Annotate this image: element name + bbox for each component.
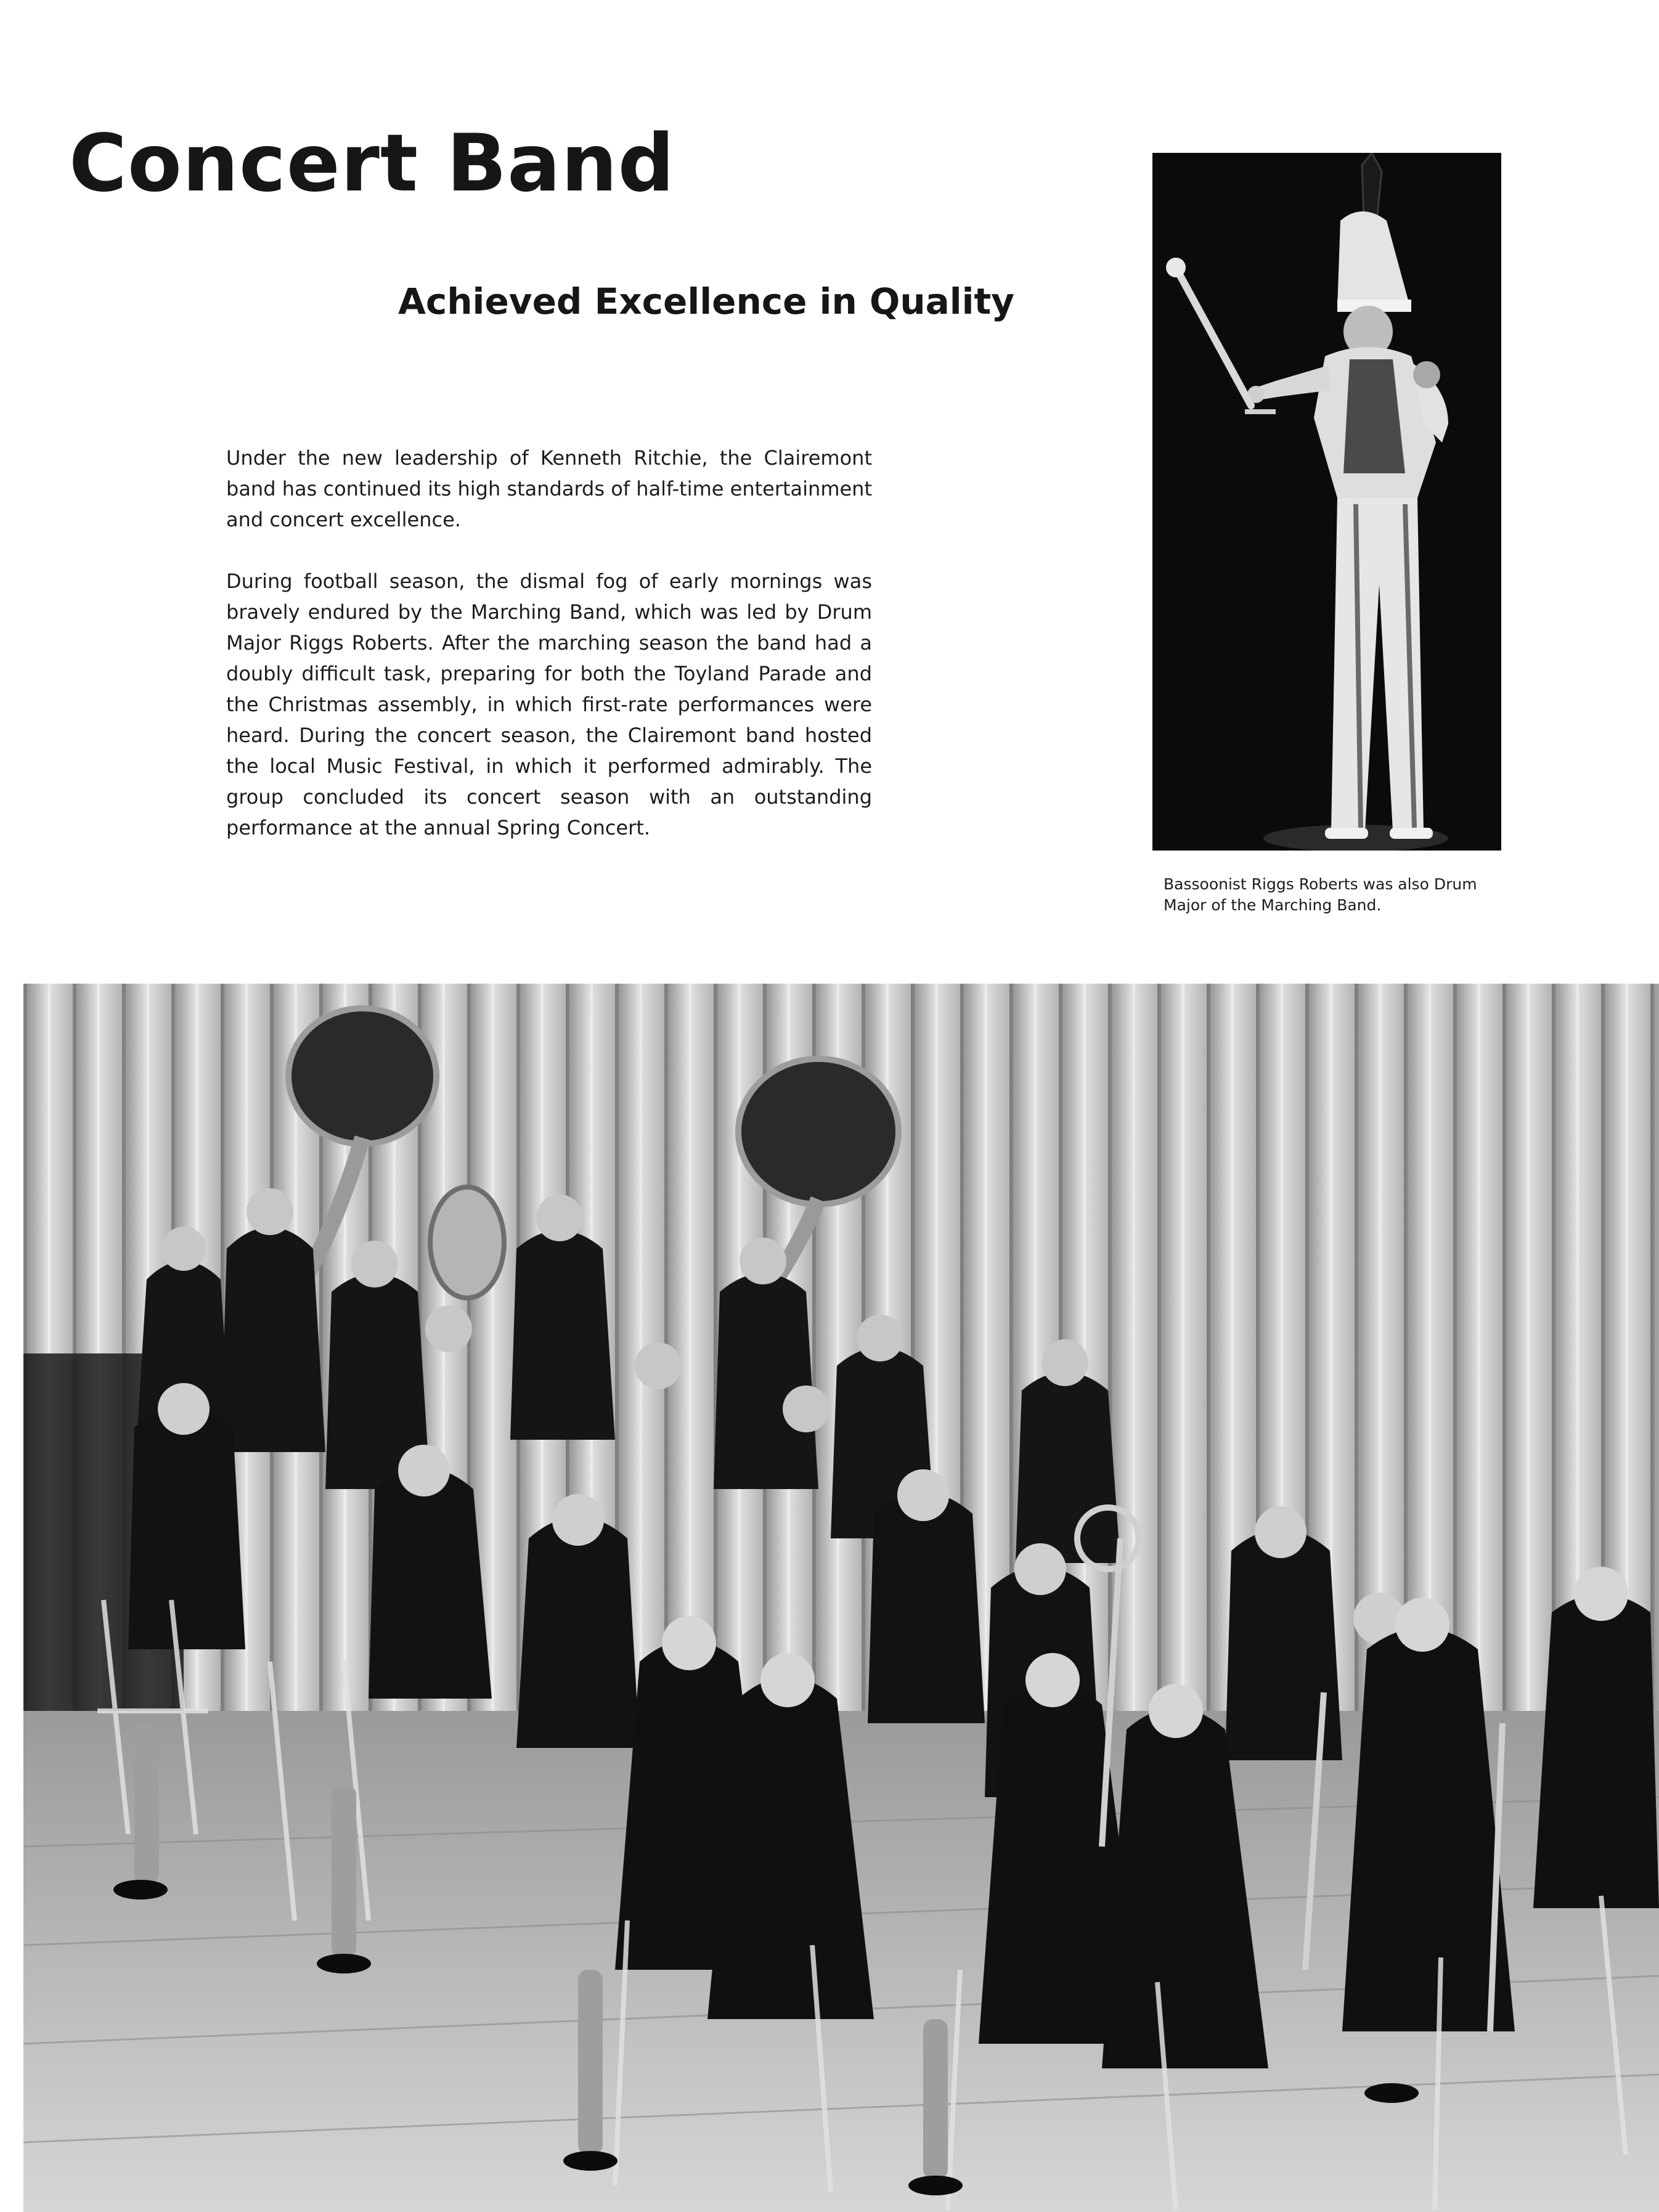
- page-title: Concert Band: [69, 118, 675, 210]
- drum-major-illustration: [1152, 153, 1501, 851]
- concert-band-illustration: [23, 984, 1659, 2212]
- concert-band-photo: [23, 984, 1659, 2212]
- intro-paragraph: Under the new leadership of Kenneth Ritchie, the Clairemont band has continued its high standards of half-time entertainment and concert excellence.: [226, 446, 872, 531]
- photo-caption: Bassoonist Riggs Roberts was also Drum Major of the Marching Band.: [1164, 875, 1477, 914]
- page-subtitle: Achieved Excellence in Quality: [398, 280, 1015, 322]
- drum-major-photo: [1152, 153, 1501, 851]
- article-body: [226, 443, 872, 874]
- season-paragraph: During football season, the dismal fog of early mornings was bravely endured by the Marching Band, which was led by Drum Major Riggs Roberts. After the marching season the band had a doubly difficult task, preparing for both the Toyland Parade and the Christmas assembly, in which first-rate performances were heard. During the concert season, the Clairemont band hosted the local Music Festival, in which it performed admirably. The group concluded its concert season with an outstanding performance at the annual Spring Concert.: [226, 569, 872, 839]
